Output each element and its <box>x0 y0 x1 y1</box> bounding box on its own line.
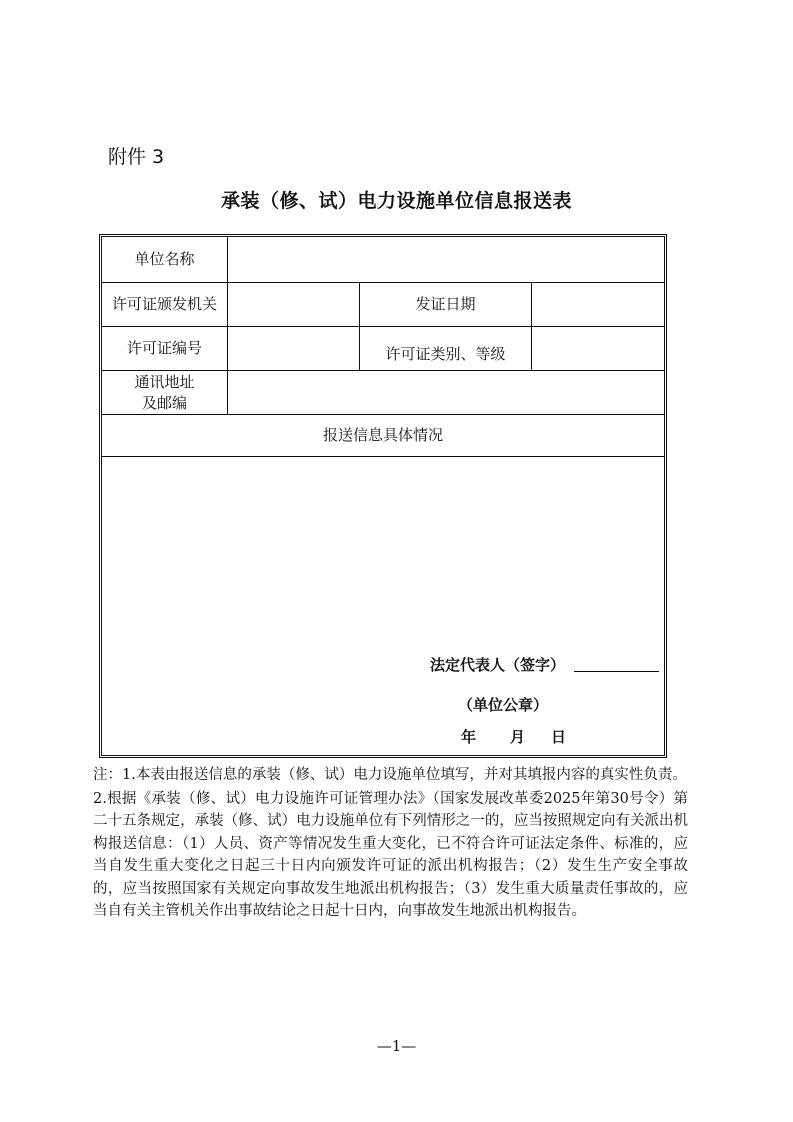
issuing-authority-label: 许可证颁发机关 <box>111 295 217 313</box>
info-report-form <box>99 234 667 758</box>
day-label: 日 <box>551 728 567 746</box>
issuing-authority-field[interactable] <box>228 283 359 326</box>
notes-section <box>93 764 688 923</box>
unit-name-label: 单位名称 <box>134 250 195 268</box>
issue-date-field[interactable] <box>532 283 664 326</box>
year-label: 年 <box>461 728 477 746</box>
unit-name-field[interactable] <box>228 237 664 282</box>
note-2: 2.根据《承装（修、试）电力设施许可证管理办法》（国家发展改革委2025年第30号令）第二十五条规定，承装（修、试）电力设施单位有下列情形之一的，应当按照规定向有关派出机构报送信息：（1）人员、资产等情况发生重大变化，已不符合许可证法定条件、标准的，应当自发生重大变化之日起三十日内向颁发许可证的派出机构报告；（2）发生生产安全事故的，应当按照国家有关规定向事故发生地派出机构报告；（3）发生重大质量责任事故的，应当自有关主管机关作出事故结论之日起十日内，向事故发生地派出机构报告。 <box>93 790 688 919</box>
legal-rep-label: 法定代表人（签字） <box>430 656 566 674</box>
page-number: —1— <box>376 1037 417 1055</box>
address-label-line2: 及邮编 <box>141 393 187 412</box>
address-label <box>102 371 227 414</box>
license-number-field[interactable] <box>228 327 359 370</box>
attachment-label: 附件 3 <box>108 146 165 168</box>
details-field[interactable] <box>102 457 664 637</box>
address-label-line1: 通讯地址 <box>134 372 195 391</box>
form-title: 承装（修、试）电力设施单位信息报送表 <box>220 190 572 212</box>
license-number-label: 许可证编号 <box>126 339 202 357</box>
license-category-label: 许可证类别、等级 <box>385 345 506 363</box>
note-1: 注：1.本表由报送信息的承装（修、试）电力设施单位填写，并对其填报内容的真实性负责。 <box>93 767 687 783</box>
signature-line[interactable] <box>574 671 659 672</box>
license-category-field[interactable] <box>532 327 664 370</box>
seal-label: （单位公章） <box>458 696 549 714</box>
address-field[interactable] <box>228 371 664 414</box>
issue-date-label: 发证日期 <box>415 295 476 313</box>
month-label: 月 <box>510 728 526 746</box>
details-header: 报送信息具体情况 <box>322 426 443 444</box>
